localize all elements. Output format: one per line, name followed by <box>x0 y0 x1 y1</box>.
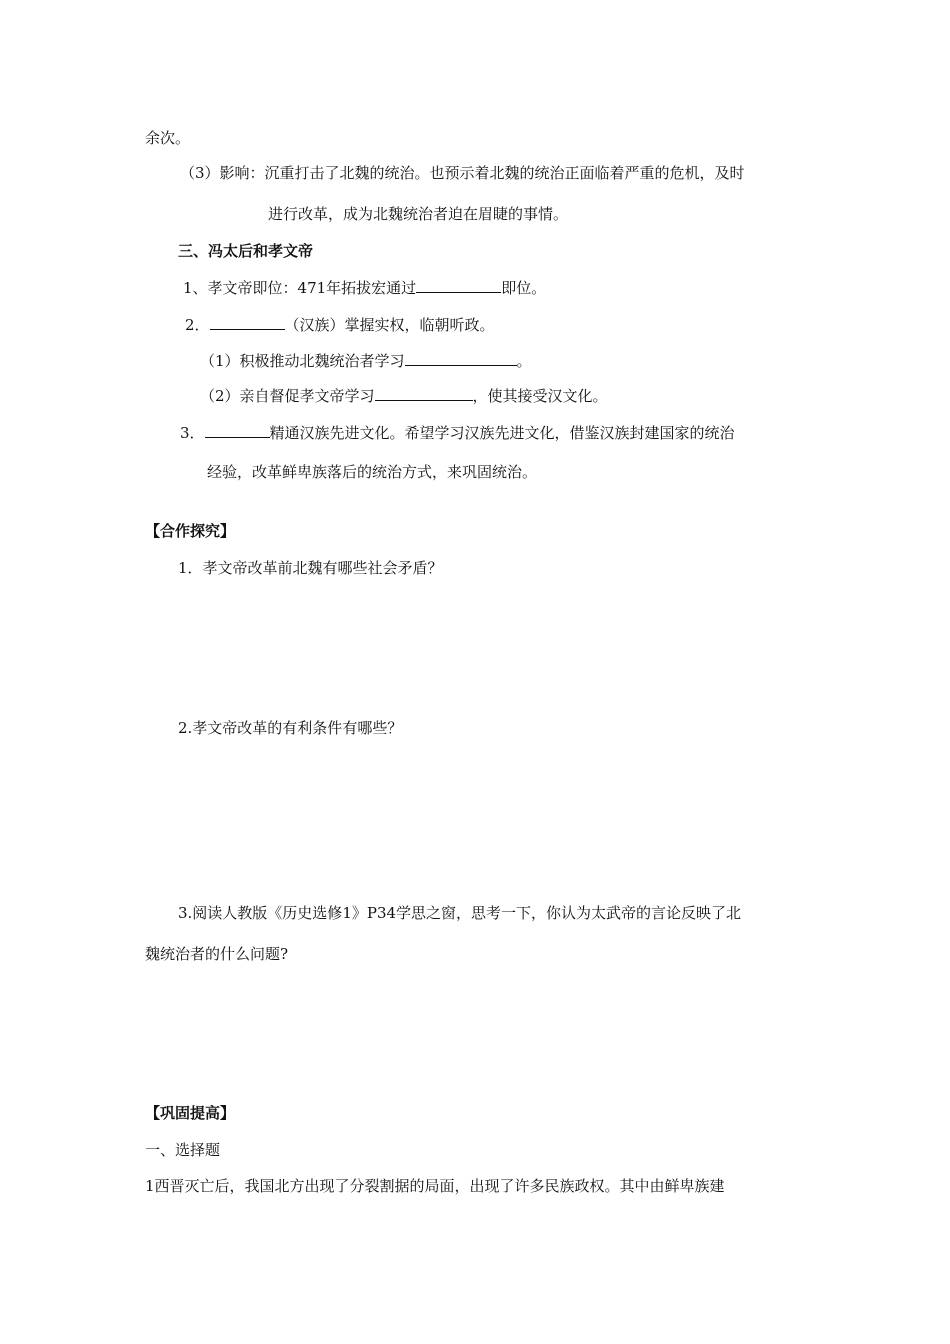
item2-text: （汉族）掌握实权，临朝听政。 <box>284 316 495 334</box>
item3-number: 3． <box>180 424 205 442</box>
fill-blank[interactable] <box>210 313 285 330</box>
sub2-text: （2）亲自督促孝文帝学习 <box>200 387 375 405</box>
choice-question-1: 1西晋灭亡后，我国北方出现了分裂割据的局面，出现了许多民族政权。其中由鲜卑族建 <box>145 1177 725 1195</box>
cooperate-heading: 【合作探究】 <box>145 522 236 540</box>
sub1-text: （1）积极推动北魏统治者学习 <box>200 352 405 370</box>
choice-subheading: 一、选择题 <box>145 1141 221 1159</box>
sub1-suffix: 。 <box>516 352 532 370</box>
impact-line-2: 进行改革，成为北魏统治者迫在眉睫的事情。 <box>268 205 569 223</box>
section3-heading: 三、冯太后和孝文帝 <box>178 242 314 260</box>
item3-line-2: 经验，改革鲜卑族落后的统治方式，来巩固统治。 <box>207 463 538 481</box>
item1 <box>183 276 546 298</box>
fill-blank[interactable] <box>416 276 501 293</box>
item2-number: 2． <box>185 316 210 334</box>
sub2-suffix: ，使其接受汉文化。 <box>472 387 608 405</box>
item1-text: 1、孝文帝即位：471年拓拔宏通过 <box>183 279 417 297</box>
item3 <box>180 421 735 443</box>
fill-blank[interactable] <box>405 349 517 366</box>
impact-line-1: （3）影响：沉重打击了北魏的统治。也预示着北魏的统治正面临着严重的危机，及时 <box>180 164 745 182</box>
item2 <box>185 313 495 335</box>
item2-sub1 <box>200 349 532 371</box>
question-3-line-2: 魏统治者的什么问题? <box>145 945 289 963</box>
fill-blank[interactable] <box>375 384 473 401</box>
consolidate-heading: 【巩固提高】 <box>145 1104 236 1122</box>
continued-text: 余次。 <box>145 129 191 147</box>
item3-text: 精通汉族先进文化。希望学习汉族先进文化，借鉴汉族封建国家的统治 <box>269 424 735 442</box>
question-3-line-1: 3.阅读人教版《历史选修1》P34学思之窗，思考一下，你认为太武帝的言论反映了北 <box>178 904 742 922</box>
question-2: 2.孝文帝改革的有利条件有哪些？ <box>178 719 403 737</box>
question-1: 1．孝文帝改革前北魏有哪些社会矛盾？ <box>178 559 443 577</box>
item2-sub2 <box>200 384 608 406</box>
item1-suffix: 即位。 <box>501 279 547 297</box>
fill-blank[interactable] <box>205 421 270 438</box>
